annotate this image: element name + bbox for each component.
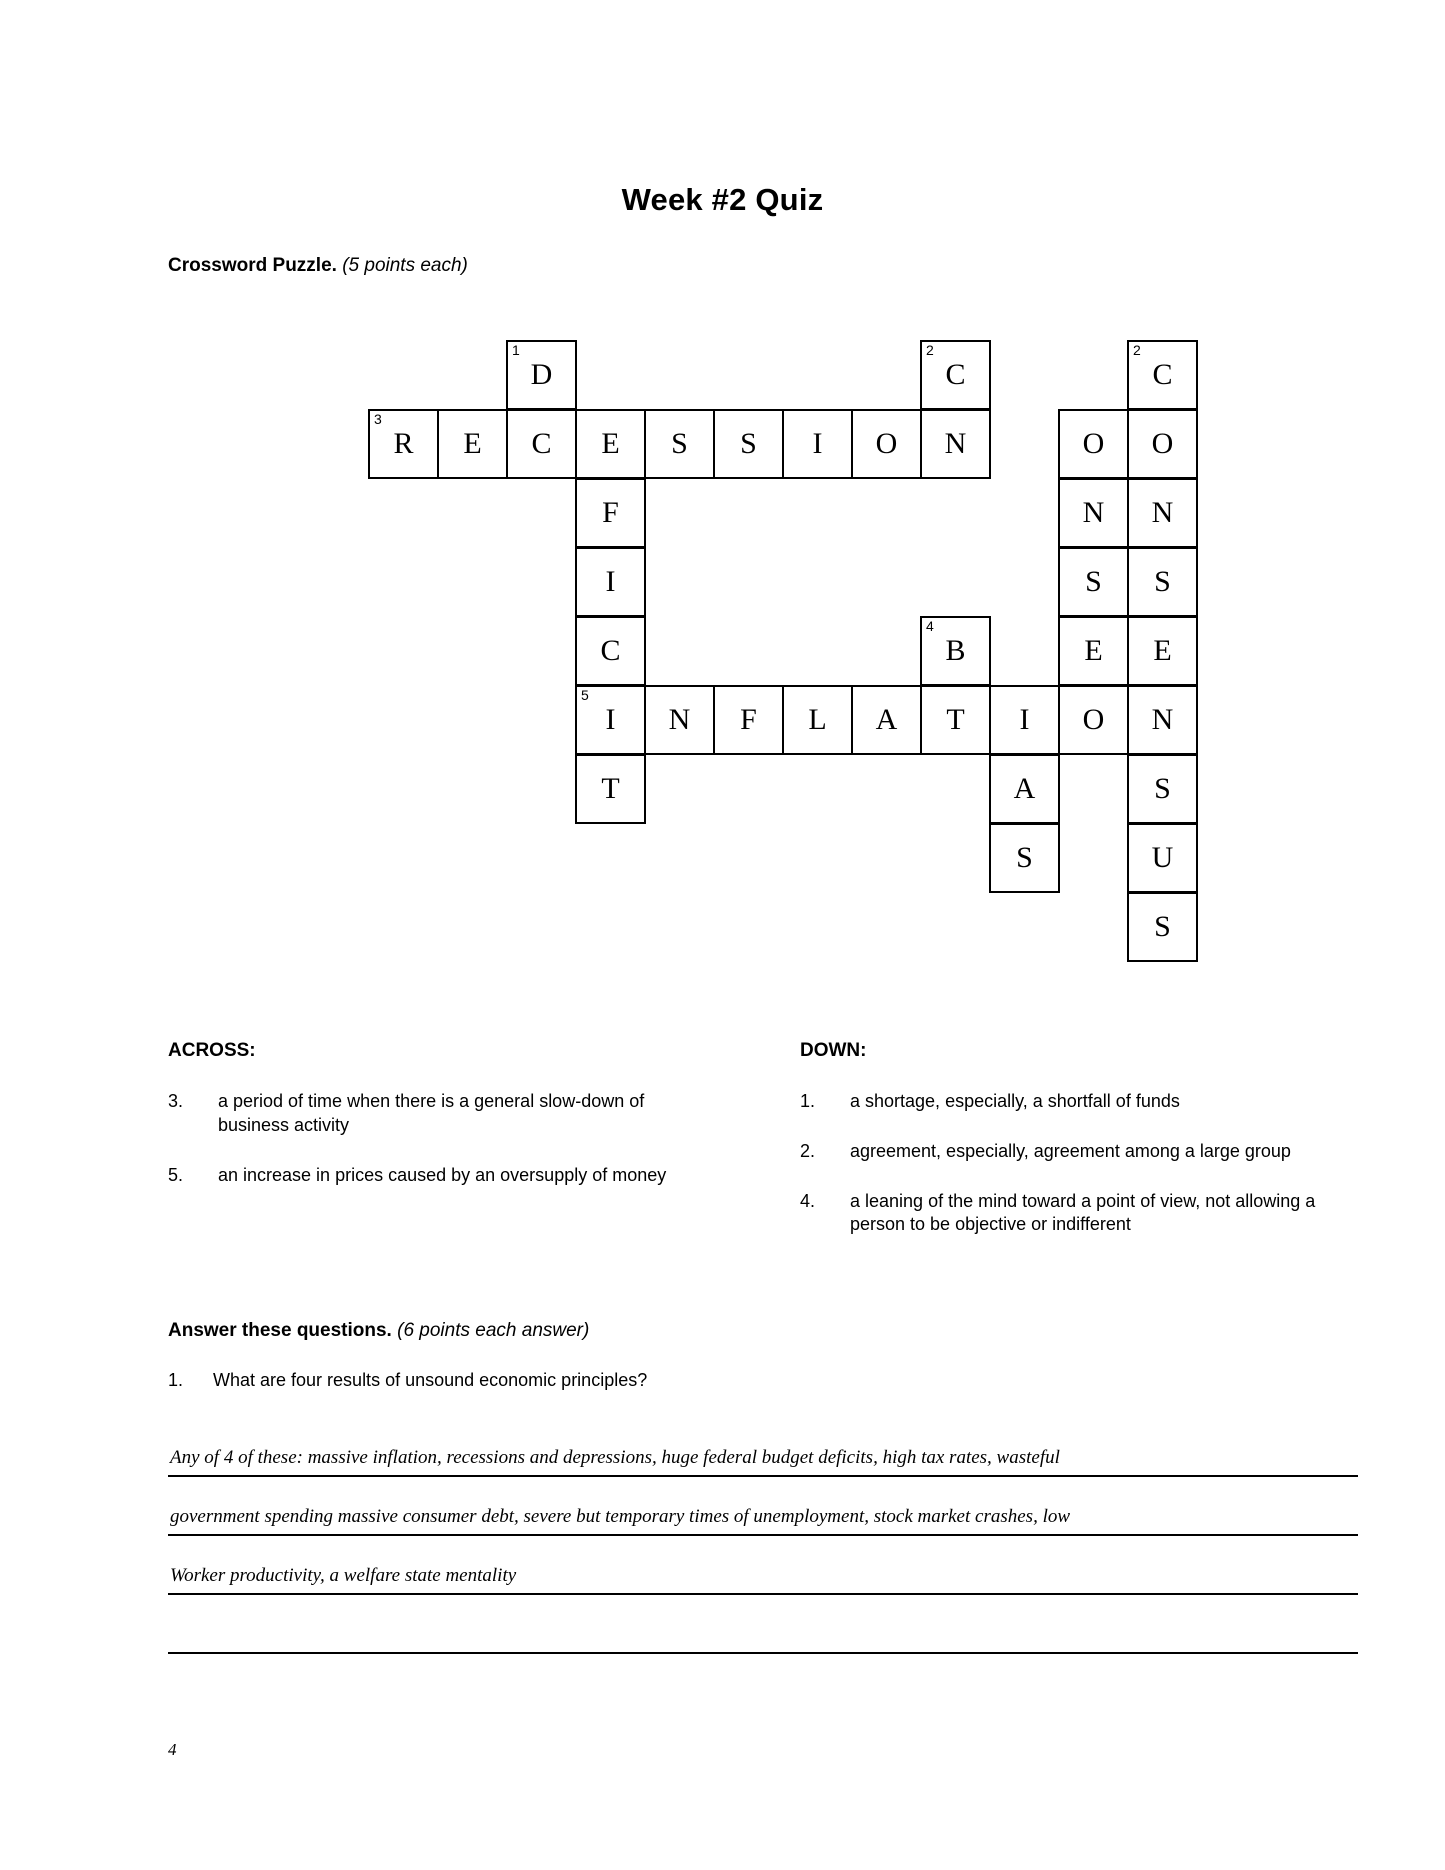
crossword-cell [368, 409, 439, 479]
crossword-cell [1058, 685, 1129, 755]
crossword-heading-text: Crossword Puzzle. [168, 255, 337, 276]
crossword-cell-number: 1 [512, 342, 520, 358]
crossword-cell [782, 685, 853, 755]
across-clue-5 [168, 1164, 713, 1188]
crossword-cell [575, 754, 646, 824]
crossword-cell-letter: B [945, 634, 966, 667]
crossword-cell-letter: N [668, 703, 691, 736]
crossword-cell-letter: S [740, 427, 757, 460]
crossword-cell [1127, 754, 1198, 824]
crossword-cell [1127, 340, 1198, 410]
crossword-cell-letter: O [875, 427, 898, 460]
answer-line-text: Any of 4 of these: massive inflation, recessions and depressions, huge federal budget deficits, high tax rates, wasteful [170, 1447, 1060, 1468]
clue-number: 5. [168, 1164, 184, 1185]
across-clue-3 [168, 1090, 713, 1138]
clue-text: a shortage, especially, a shortfall of funds [850, 1091, 1180, 1111]
crossword-cell-letter: S [1154, 772, 1171, 805]
crossword-cell [989, 823, 1060, 893]
across-clue-list [168, 1090, 713, 1213]
crossword-cell [575, 547, 646, 617]
crossword-cell-letter: N [1151, 496, 1174, 529]
clue-number: 2. [800, 1140, 816, 1161]
answer-line[interactable] [168, 1595, 1358, 1654]
crossword-cell-letter: E [1084, 634, 1103, 667]
down-clue-1 [800, 1090, 1360, 1114]
crossword-section-heading [168, 255, 468, 277]
crossword-cell-letter: F [602, 496, 619, 529]
crossword-cell [920, 409, 991, 479]
crossword-cell-letter: S [671, 427, 688, 460]
crossword-cell [782, 409, 853, 479]
clue-number: 4. [800, 1190, 816, 1211]
crossword-cell-letter: O [1151, 427, 1174, 460]
crossword-cell-number: 4 [926, 618, 934, 634]
answer-line[interactable] [168, 1536, 1358, 1595]
crossword-cell [989, 754, 1060, 824]
crossword-cell [1058, 409, 1129, 479]
answer-line-text: government spending massive consumer debt, severe but temporary times of unemployment, stock market crashes, low [170, 1506, 1071, 1527]
crossword-cell-letter: O [1082, 703, 1105, 736]
page-number: 4 [168, 1740, 177, 1759]
answer-section-heading [168, 1320, 589, 1342]
crossword-cell [920, 685, 991, 755]
answer-heading-text: Answer these questions. [168, 1320, 392, 1341]
answer-line-text: Worker productivity, a welfare state mentality [170, 1565, 517, 1586]
answer-points-note: (6 points each answer) [397, 1320, 590, 1341]
crossword-cell [1127, 685, 1198, 755]
clue-text: a leaning of the mind toward a point of view, not allowing a person to be objective or indifferent [850, 1190, 1316, 1235]
crossword-cell [644, 685, 715, 755]
crossword-cell-letter: I [605, 565, 616, 598]
crossword-cell-number: 2 [1133, 342, 1141, 358]
crossword-cell-letter: S [1154, 565, 1171, 598]
question-1-number: 1. [168, 1370, 184, 1390]
crossword-cell-letter: N [1082, 496, 1105, 529]
clue-number: 3. [168, 1091, 184, 1111]
crossword-cell-letter: C [945, 358, 966, 391]
crossword-cell [1127, 616, 1198, 686]
crossword-cell-letter: L [808, 703, 827, 736]
question-1-text: What are four results of unsound economic principles? [213, 1370, 648, 1390]
crossword-cell [1127, 547, 1198, 617]
clue-text: a period of time when there is a general slow-down of business activity [218, 1091, 645, 1135]
crossword-cell-letter: N [944, 427, 967, 460]
clue-text: an increase in prices caused by an oversupply of money [218, 1164, 667, 1185]
crossword-cell-letter: C [1152, 358, 1173, 391]
down-heading: DOWN: [800, 1040, 867, 1061]
crossword-cell-letter: I [605, 703, 616, 736]
crossword-cell [506, 409, 577, 479]
crossword-cell-letter: F [740, 703, 757, 736]
crossword-cell [575, 478, 646, 548]
crossword-cell [851, 685, 922, 755]
crossword-cell [506, 340, 577, 410]
down-clue-2 [800, 1140, 1360, 1164]
crossword-cell-letter: C [531, 427, 552, 460]
crossword-cell [575, 685, 646, 755]
crossword-cell-number: 5 [581, 687, 589, 703]
crossword-cell-letter: R [393, 427, 414, 460]
crossword-cell [851, 409, 922, 479]
clue-number: 1. [800, 1091, 816, 1111]
question-1 [168, 1370, 1168, 1391]
crossword-cell-letter: I [812, 427, 823, 460]
across-heading: ACROSS: [168, 1040, 256, 1061]
crossword-cell-letter: S [1016, 841, 1033, 874]
crossword-cell-letter: S [1154, 910, 1171, 943]
crossword-cell-letter: E [601, 427, 620, 460]
down-clue-4 [800, 1190, 1360, 1238]
crossword-cell-letter: I [1019, 703, 1030, 736]
crossword-cell [1058, 616, 1129, 686]
crossword-points-note: (5 points each) [342, 255, 468, 276]
crossword-cell [437, 409, 508, 479]
crossword-cell-letter: O [1082, 427, 1105, 460]
answer-line[interactable] [168, 1477, 1358, 1536]
crossword-cell-letter: T [601, 772, 620, 805]
crossword-cell [713, 685, 784, 755]
crossword-cell [644, 409, 715, 479]
crossword-cell-letter: C [600, 634, 621, 667]
crossword-cell [713, 409, 784, 479]
crossword-cell [1058, 478, 1129, 548]
crossword-cell [1127, 892, 1198, 962]
crossword-cell [920, 616, 991, 686]
crossword-cell [920, 340, 991, 410]
crossword-cell [1058, 547, 1129, 617]
crossword-cell-number: 3 [374, 411, 382, 427]
crossword-grid [368, 340, 1188, 980]
crossword-cell [1127, 478, 1198, 548]
clue-text: agreement, especially, agreement among a large group [850, 1140, 1291, 1161]
answer-line[interactable] [168, 1418, 1358, 1477]
crossword-cell [1127, 823, 1198, 893]
crossword-cell [575, 616, 646, 686]
crossword-cell [1127, 409, 1198, 479]
answer-lines [168, 1418, 1358, 1654]
crossword-cell-letter: T [946, 703, 965, 736]
crossword-cell-letter: E [1153, 634, 1172, 667]
down-clue-list [800, 1090, 1360, 1263]
crossword-cell-letter: N [1151, 703, 1174, 736]
crossword-cell-letter: A [1013, 772, 1036, 805]
crossword-cell-letter: A [875, 703, 898, 736]
crossword-cell [989, 685, 1060, 755]
crossword-cell-number: 2 [926, 342, 934, 358]
crossword-cell-letter: D [530, 358, 553, 391]
crossword-cell-letter: E [463, 427, 482, 460]
crossword-cell-letter: U [1151, 841, 1174, 874]
page-title: Week #2 Quiz [621, 182, 824, 217]
crossword-cell-letter: S [1085, 565, 1102, 598]
crossword-cell [575, 409, 646, 479]
